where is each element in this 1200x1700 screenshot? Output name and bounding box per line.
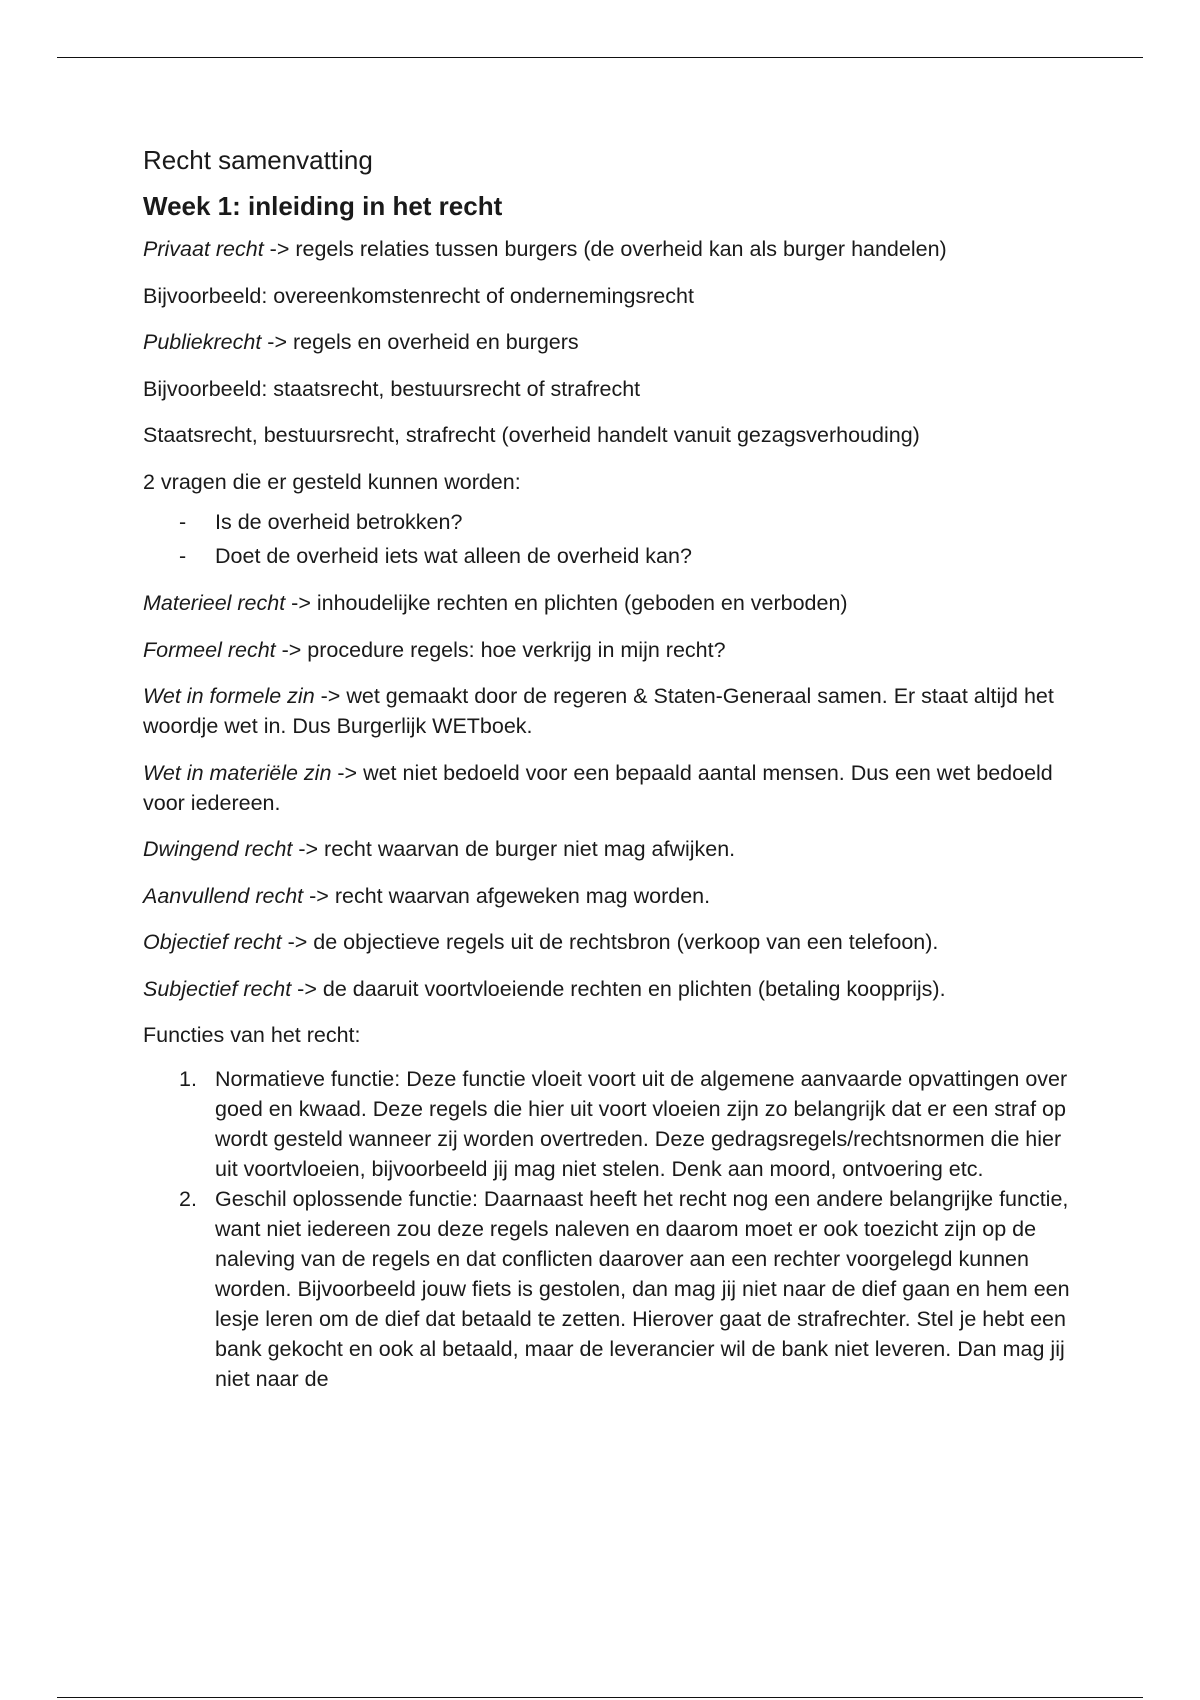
list-item — [143, 507, 1083, 537]
term: Wet in materiële zin — [143, 760, 332, 785]
questions-list — [143, 507, 1083, 571]
paragraph-formeel-recht — [143, 635, 1083, 665]
definition: -> procedure regels: hoe verkrijg in mijn recht? — [275, 637, 726, 662]
definition: Bijvoorbeeld: overeenkomstenrecht of ondernemingsrecht — [143, 283, 694, 308]
list-item — [143, 1064, 1083, 1184]
definition: -> inhoudelijke rechten en plichten (geboden en verboden) — [285, 591, 848, 615]
definition: -> recht waarvan de burger niet mag afwijken. — [292, 837, 736, 861]
definition: -> de daaruit voortvloeiende rechten en plichten (betaling koopprijs). — [291, 976, 946, 1001]
list-item-text: Geschil oplossende functie: Daarnaast heeft het recht nog een andere belangrijke functie, want niet iedereen zou deze regels naleven en daarom moet er ook toezicht zijn op de naleving van de regels en dat conflicten daarover aan een rechter voorgelegd kunnen worden. Bijvoorbeeld jouw fiets is gestolen, dan mag jij niet naar de dief gaan en hem een lesje leren om de dief dat betaald te zetten. Hierover gaat de strafrechter. Stel je hebt een bank gekocht en ook al betaald, maar de leverancier wil de bank niet leveren. Dan mag jij niet naar de — [215, 1186, 1070, 1391]
term: Privaat recht — [143, 237, 264, 261]
dash-bullet: - — [179, 510, 187, 534]
document-title: Recht samenvatting — [143, 145, 373, 175]
definition: -> wet niet bedoeld voor een bepaald aantal mensen. Dus een wet bedoeld voor iedereen. — [143, 760, 1053, 815]
paragraph-group-a — [143, 234, 1083, 497]
paragraph-example-publiek — [143, 374, 1083, 404]
paragraph-wet-formele-zin — [143, 681, 1083, 741]
document-body — [143, 143, 1083, 1394]
list-item-text: Is de overheid betrokken? — [215, 510, 463, 534]
definition: 2 vragen die er gesteld kunnen worden: — [143, 469, 521, 494]
term: Dwingend recht — [143, 837, 293, 861]
definition: -> de objectieve regels uit de rechtsbron (verkoop van een telefoon). — [281, 930, 939, 954]
paragraph-aanvullend-recht — [143, 881, 1083, 911]
definition: Staatsrecht, bestuursrecht, strafrecht (overheid handelt vanuit gezagsverhouding) — [143, 423, 920, 447]
dash-bullet: - — [179, 544, 187, 568]
top-rule — [57, 57, 1143, 58]
list-item-text: Doet de overheid iets wat alleen de overheid kan? — [215, 544, 692, 568]
paragraph-example-privaat — [143, 281, 1083, 311]
term: Wet in formele zin — [143, 684, 315, 708]
term: Materieel recht — [143, 591, 286, 615]
paragraph-materieel-recht — [143, 588, 1083, 618]
paragraph-objectief-recht — [143, 927, 1083, 957]
paragraph-subjectief-recht — [143, 974, 1083, 1004]
bottom-rule — [57, 1697, 1143, 1698]
definition: -> regels relaties tussen burgers (de overheid kan als burger handelen) — [263, 237, 947, 261]
paragraph-publiekrecht — [143, 327, 1083, 357]
definition: Functies van het recht: — [143, 1023, 361, 1047]
week-heading: Week 1: inleiding in het recht — [143, 191, 503, 221]
list-item — [143, 541, 1083, 571]
definition: Bijvoorbeeld: staatsrecht, bestuursrecht of strafrecht — [143, 376, 641, 401]
paragraph-vragen-intro — [143, 467, 1083, 497]
paragraph-functies-intro — [143, 1020, 1083, 1050]
list-number: 1. — [179, 1066, 197, 1091]
paragraph-dwingend-recht — [143, 834, 1083, 864]
list-item — [143, 1184, 1083, 1394]
list-item-text: Normatieve functie: Deze functie vloeit voort uit de algemene aanvaarde opvattingen over goed en kwaad. Deze regels die hier uit voort vloeien zijn zo belangrijk dat er een straf op wordt gesteld wanneer zij worden overtreden. Deze gedragsregels/rechtsnormen die hier uit voortvloeien, bijvoorbeeld jij mag niet stelen. Denk aan moord, ontvoering etc. — [215, 1066, 1068, 1181]
term: Aanvullend recht — [143, 883, 304, 908]
term: Subjectief recht — [143, 976, 292, 1001]
term: Objectief recht — [143, 930, 282, 954]
functions-list — [143, 1064, 1083, 1394]
term: Publiekrecht — [143, 330, 262, 354]
definition: -> recht waarvan afgeweken mag worden. — [303, 883, 711, 908]
paragraph-privaat-recht — [143, 234, 1083, 264]
paragraph-wet-materiele-zin — [143, 758, 1083, 818]
list-number: 2. — [179, 1186, 197, 1211]
definition: -> regels en overheid en burgers — [261, 330, 579, 354]
term: Formeel recht — [143, 637, 276, 662]
paragraph-gezagsverhouding — [143, 420, 1083, 450]
paragraph-group-b — [143, 588, 1083, 1050]
definition: -> wet gemaakt door de regeren & Staten-Generaal samen. Er staat altijd het woordje wet in. Dus Burgerlijk WETboek. — [143, 684, 1054, 738]
